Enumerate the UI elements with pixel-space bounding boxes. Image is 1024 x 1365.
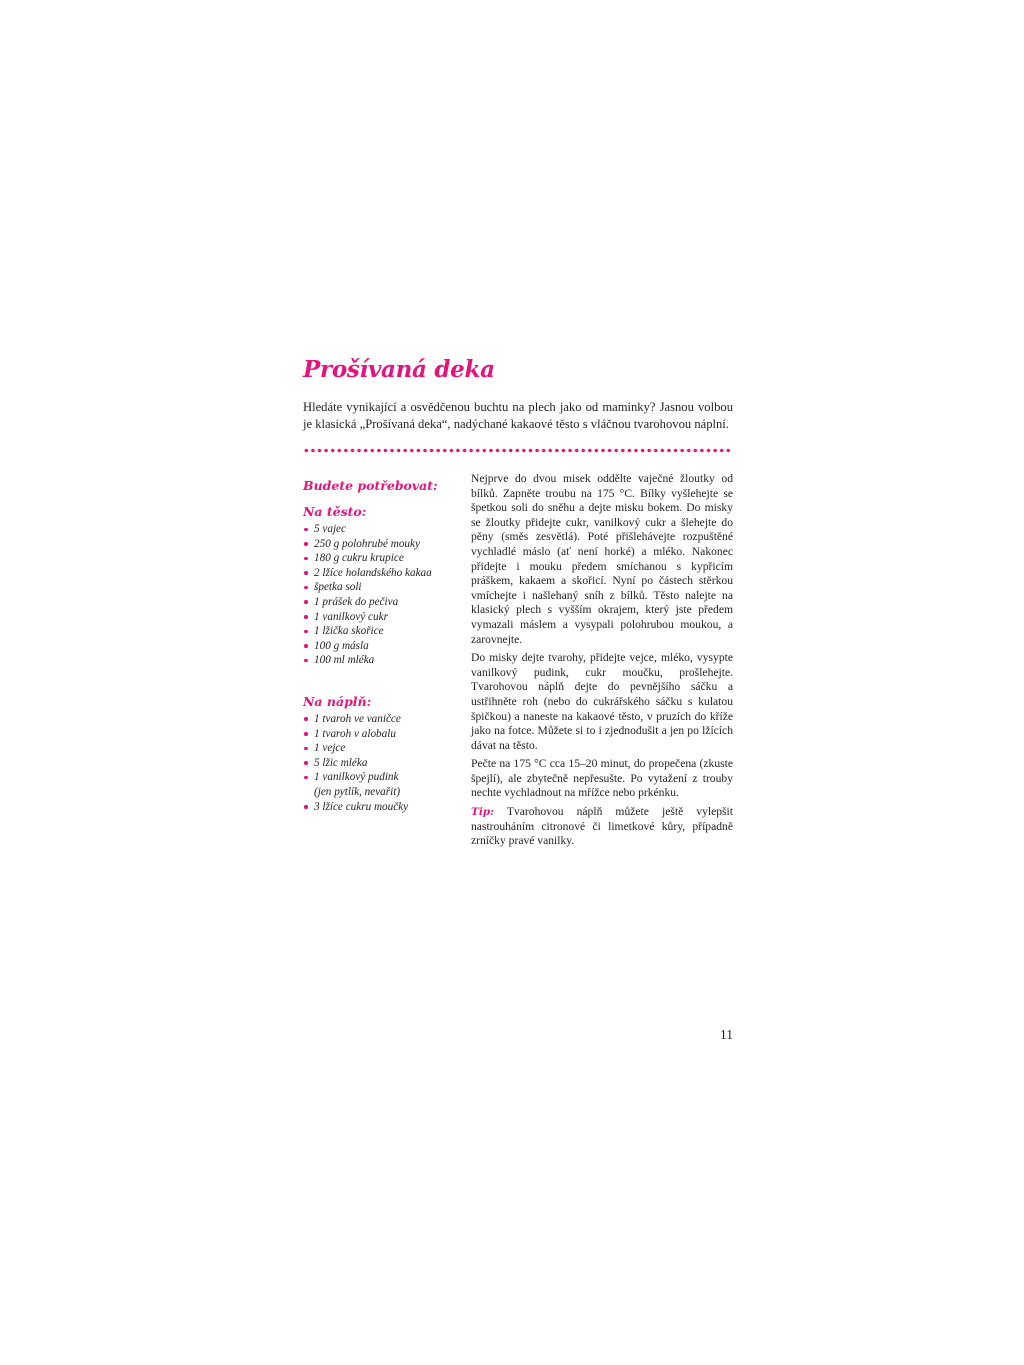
- filling-ingredient-list: [303, 712, 453, 814]
- list-item: 1 vanilkový pudink (jen pytlík, nevařit): [303, 770, 453, 799]
- page-number: 11: [720, 1027, 733, 1042]
- list-item: 5 lžic mléka: [303, 756, 453, 771]
- recipe-title: Prošívaná deka: [303, 356, 495, 383]
- list-item: 100 ml mléka: [303, 653, 453, 668]
- list-item: 1 vejce: [303, 741, 453, 756]
- tip-label: Tip:: [471, 806, 495, 819]
- tip-text: Tvarohovou náplň můžete ještě vylepšit nastrouháním citronové či limetkové kůry, případně zrníčky pravé vanilky.: [471, 805, 733, 848]
- list-item: 1 vanilkový cukr: [303, 610, 453, 625]
- recipe-intro: Hledáte vynikající a osvědčenou buchtu na plech jako od maminky? Jasnou volbou je klasická „Prošívaná deka“, nadýchané kakaové těsto s vláčnou tvarohovou náplní.: [303, 400, 733, 431]
- list-item: 5 vajec: [303, 522, 453, 537]
- list-item: 1 tvaroh v alobalu: [303, 727, 453, 742]
- ingredients-column: [303, 478, 453, 814]
- instruction-paragraph: Pečte na 175 °C cca 15–20 minut, do propečena (zkuste špejlí), ale zbytečně nepřesušte. Po vytažení z trouby nechte vychladnout na mřížce nebo prkénku.: [471, 757, 733, 800]
- dotted-divider: [303, 448, 733, 453]
- list-item: 100 g másla: [303, 639, 453, 654]
- list-item: 1 tvaroh ve vaničce: [303, 712, 453, 727]
- list-item: 2 lžíce holandského kakaa: [303, 566, 453, 581]
- list-item: 3 lžíce cukru moučky: [303, 800, 453, 815]
- tip-paragraph: [471, 805, 733, 849]
- instruction-paragraph: Nejprve do dvou misek oddělte vaječné žloutky od bílků. Zapněte troubu na 175 °C. Bílky vyšlehejte se špetkou soli do sněhu a dejte misku bokem. Do misky se žloutky přidejte cukr, vanilkový cukr a šlehejte do pěny (směs zesvětlá). Poté přišlehávejte rozpuštěné vychladlé máslo (ať není horké) a mléko. Nakonec přidejte i mouku předem smíchanou s kypřicím práškem, kakaem a skořicí. Nyní po částech stěrkou vmíchejte i našlehaný sníh z bílků. Těsto nalejte na klasický plech s vyšším okrajem, který jste předem vymazali máslem a vysypali polohrubou moukou, a zarovnejte.: [471, 472, 733, 646]
- instruction-paragraph: Do misky dejte tvarohy, přidejte vejce, mléko, vysypte vanilkový pudink, cukr moučku, prošlehejte. Tvarohovou náplň dejte do pevnějšího sáčku a ustřihněte roh (nebo do cukrářského sáčku s kulatou špičkou) a naneste na kakaové těsto, v pruzích do kříže jako na fotce. Můžete si to i zjednodušit a jen po lžících dávat na těsto.: [471, 651, 733, 752]
- filling-heading: Na náplň:: [303, 693, 372, 709]
- ingredients-heading: Budete potřebovat:: [303, 478, 438, 493]
- dough-heading: Na těsto:: [303, 504, 367, 519]
- list-item: špetka soli: [303, 580, 453, 595]
- list-item: 1 lžička skořice: [303, 624, 453, 639]
- list-item: 180 g cukru krupice: [303, 551, 453, 566]
- instructions-column: [471, 472, 733, 853]
- dough-ingredient-list: [303, 522, 453, 668]
- list-item: 250 g polohrubé mouky: [303, 537, 453, 552]
- list-item: 1 prášek do pečiva: [303, 595, 453, 610]
